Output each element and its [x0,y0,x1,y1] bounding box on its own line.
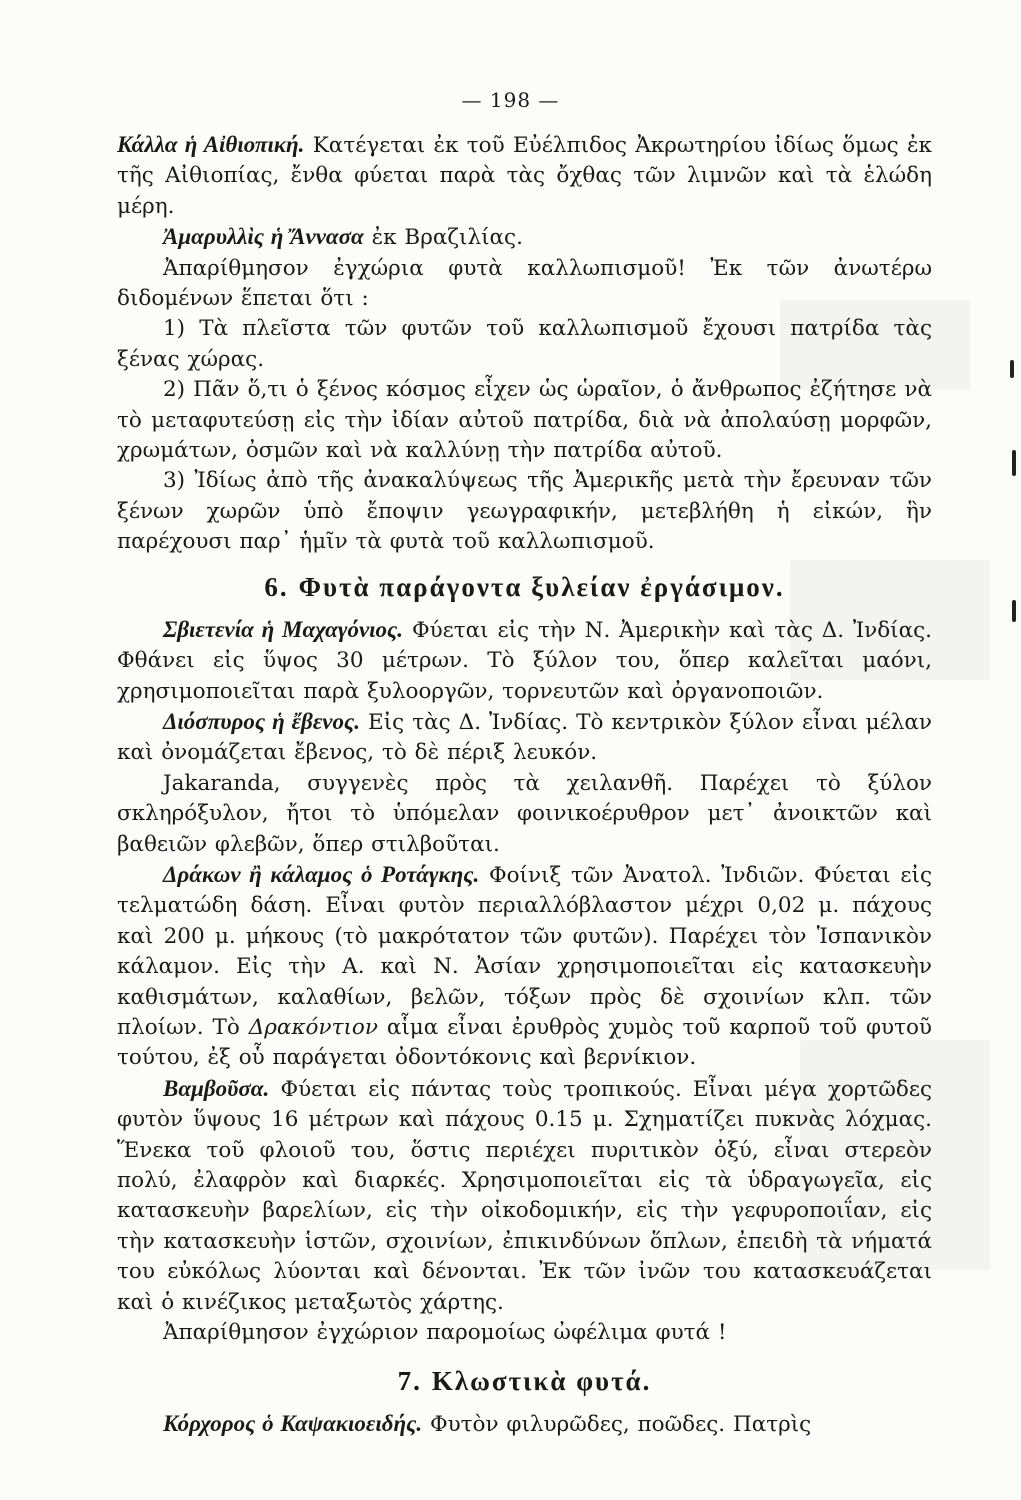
entry-jakaranda: Jakaranda, συγγενὲς πρὸς τὰ χειλανθῆ. Παρέχει τὸ ξύλον σκληρόξυλον, ἤτοι τὸ ὑπόμελαν φοινικοέρυθρον μετ᾿ ἀνοικτῶν καὶ βαθειῶν φλεβῶν, ὅπερ στιλβοῦται. [117,770,932,857]
section-heading-7 [117,1366,932,1397]
list-item-3: 3) Ἰδίως ἀπὸ τῆς ἀνακαλύψεως τῆς Ἀμερικῆς μετὰ τὴν ἔρευναν τῶν ξένων χωρῶν ὑπὸ ἔποψιν γεωγραφικήν, μετεβλήθη ἡ εἰκών, ἣν παρέχουσι παρ᾿ ἡμῖν τὰ φυτὰ τοῦ καλλωπισμοῦ. [117,468,932,555]
paragraph-exercise-2: Ἀπαρίθμησον ἐγχώριον παρομοίως ὠφέλιμα φυτά ! [163,1320,727,1346]
term-bambousa: Βαμβοῦσα. [163,1075,270,1101]
paragraph-exercise-1: Ἀπαρίθμησον ἐγχώρια φυτὰ καλλωπισμοῦ! Ἐκ τῶν ἀνωτέρω διδομένων ἕπεται ὅτι : [117,255,932,312]
entry-bambousa [117,1074,932,1318]
text-amaryllis: ἐκ Βραζιλίας. [371,225,523,251]
text-korchoros: Φυτὸν φιλυρῶδες, ποῶδες. Πατρὶς [429,1412,812,1438]
margin-mark [1010,360,1014,378]
term-korchoros: Κόρχορος ὁ Καψακιοειδής. [163,1411,423,1437]
section-number-7: 7. [397,1366,422,1397]
entry-drakon [117,860,932,1074]
text-body [117,130,932,1441]
paragraph-kalla [117,130,932,222]
text-diospyros: Εἰς τὰς Δ. Ἰνδίας. Τὸ κεντρικὸν ξύλον εἶναι μέλαν καὶ ὀνομάζεται ἔβενος, τὸ δὲ πέριξ λευκόν. [117,709,932,766]
section-title-6: Φυτὰ παράγοντα ξυλείαν ἐργάσιμον. [298,571,785,602]
text-drakon-a: Φοίνιξ τῶν Ἀνατολ. Ἰνδιῶν. Φύεται εἰς τελματώδη δάση. Εἶναι φυτὸν περιαλλόβλαστον μέχρι 0,02 μ. πάχους καὶ 200 μ. μήκους (τὸ μακρότατον τῶν φυτῶν). Παρέχει τὸν Ἱσπανικὸν κάλαμον. Εἰς τὴν Α. καὶ Ν. Ἀσίαν χρησιμοποιεῖται εἰς κατασκευὴν καθισμάτων, καλαθίων, βελῶν, τόξων πρὸς δὲ σχοινίων κλπ. τῶν πλοίων. Τὸ [117,862,932,1040]
text-bambousa: Φύεται εἰς πάντας τοὺς τροπικούς. Εἶναι μέγα χορτῶδες φυτὸν ὕψους 16 μέτρων καὶ πάχους 0.15 μ. Σχηματίζει πυκνὰς λόχμας. Ἕνεκα τοῦ φλοιοῦ του, ὅστις περιέχει πυριτικὸν ὀξύ, εἶναι στερεὸν πολύ, ἐλαφρὸν καὶ διαρκές. Χρησιμοποιεῖται εἰς τὰ ὑδραγωγεῖα, εἰς κατασκευὴν βαρελίων, εἰς τὴν οἰκοδομικήν, εἰς τὴν γεφυροποιΐαν, εἰς τὴν κατασκευὴν ἱστῶν, σχοινίων, ἐπικινδύνων ὅπλων, ἐπειδὴ τὰ νήματά του εὐκόλως λύονται καὶ δένονται. Ἐκ τῶν ἰνῶν του κατασκευάζεται καὶ ὁ κινέζικος μεταξωτὸς χάρτης. [117,1076,932,1315]
term-kalla: Κάλλα ἡ Αἰθιοπική. [117,132,305,157]
term-drakon: Δράκων ἢ κάλαμος ὁ Ροτάγκης. [163,861,480,887]
entry-swietenia [117,615,932,707]
list-item-2: 2) Πᾶν ὅ,τι ὁ ξένος κόσμος εἶχεν ὡς ὡραῖον, ὁ ἄνθρωπος ἐζήτησε νὰ τὸ μεταφυτεύσῃ εἰς τὴν ἰδίαν αὐτοῦ πατρίδα, διὰ νὰ ἀπολαύσῃ μορφῶν, χρωμάτων, ὀσμῶν καὶ νὰ καλλύνῃ τὴν πατρίδα αὐτοῦ. [117,377,932,464]
text-drakon-b: αἷμα εἶναι ἐρυθρὸς χυμὸς τοῦ καρποῦ τοῦ φυτοῦ τούτου, ἐξ οὗ παράγεται ὀδοντόκονις καὶ βερνίκιον. [117,1014,932,1071]
paragraph-amaryllis [117,222,932,253]
term-swietenia: Σβιετενία ἡ Μαχαγόνιος. [163,616,404,642]
section-heading-6 [117,572,932,603]
text-swietenia: Φύεται εἰς τὴν Ν. Ἀμερικὴν καὶ τὰς Δ. Ἰνδίας. Φθάνει εἰς ὕψος 30 μέτρων. Τὸ ξύλον του, ὅπερ καλεῖται μαόνι, χρησιμοποιεῖται παρὰ ξυλοοργῶν, τορνευτῶν καὶ ὀργανοποιῶν. [117,617,932,704]
term-amaryllis: Ἀμαρυλλὶς ἡ Ἄννασα [163,224,364,250]
italic-drakontion: Δρακόντιον [248,1014,378,1040]
section-title-7: Κλωστικὰ φυτά. [431,1366,652,1397]
margin-mark [1012,450,1016,476]
term-diospyros: Διόσπυρος ἡ ἔβενος. [163,708,360,734]
page-number: — 198 — [461,88,560,112]
section-number-6: 6. [264,571,289,602]
text-kalla: Κατέγεται ἐκ τοῦ Εὐέλπιδος Ἀκρωτηρίου ἰδίως ὅμως ἐκ τῆς Αἰθιοπίας, ἔνθα φύεται παρὰ τὰς ὄχθας τῶν λιμνῶν καὶ τὰ ἑλώδη μέρη. [117,133,932,219]
list-item-1: 1) Τὰ πλεῖστα τῶν φυτῶν τοῦ καλλωπισμοῦ ἔχουσι πατρίδα τὰς ξένας χώρας. [117,316,932,372]
margin-mark [1012,600,1016,622]
entry-diospyros [117,707,932,769]
entry-korchoros [117,1409,932,1440]
